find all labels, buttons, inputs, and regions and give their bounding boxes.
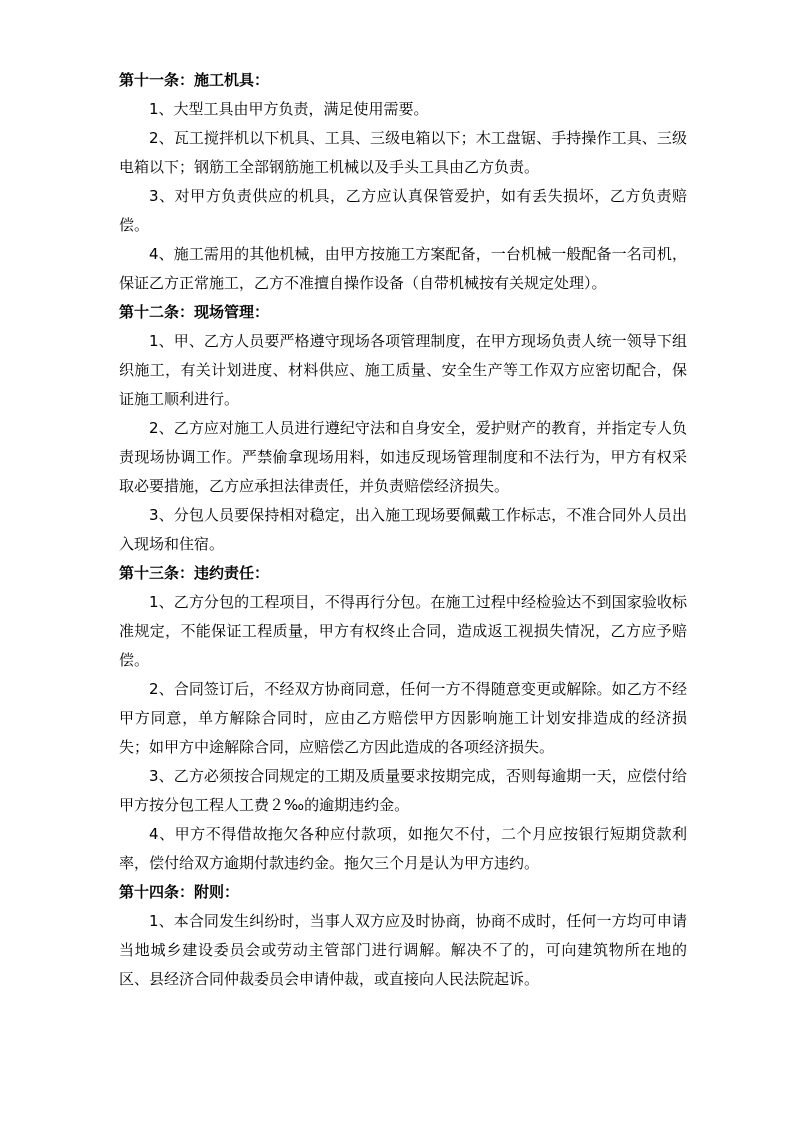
- section-heading: 第十二条：现场管理：: [119, 303, 270, 321]
- paragraph: 3、乙方必须按合同规定的工期及质量要求按期完成，否则每逾期一天，应偿付给甲方按分包工程人工费２‰的逾期违约金。: [119, 767, 687, 814]
- paragraph: 1、乙方分包的工程项目，不得再行分包。在施工过程中经检验达不到国家验收标准规定，不能保证工程质量，甲方有权终止合同，造成返工视损失情况，乙方应予赔偿。: [119, 593, 687, 669]
- paragraph: 1、大型工具由甲方负责，满足使用需要。: [149, 100, 429, 118]
- section-heading: 第十四条：附则：: [119, 883, 240, 901]
- paragraph: 2、合同签订后，不经双方协商同意，任何一方不得随意变更或解除。如乙方不经甲方同意，单方解除合同时，应由乙方赔偿甲方因影响施工计划安排造成的经济损失；如甲方中途解除合同，应赔偿乙方因此造成的各项经济损失。: [119, 680, 687, 756]
- section-article-12: [119, 298, 687, 559]
- paragraph: 2、乙方应对施工人员进行遵纪守法和自身安全，爱护财产的教育，并指定专人负责现场协调工作。严禁偷拿现场用料，如违反现场管理制度和不法行为，甲方有权采取必要措施，乙方应承担法律责任，并负责赔偿经济损失。: [119, 419, 687, 495]
- paragraph: 3、对甲方负责供应的机具，乙方应认真保管爱护，如有丢失损坏，乙方负责赔偿。: [119, 187, 687, 234]
- section-heading: 第十三条：违约责任：: [119, 564, 270, 582]
- paragraph: 3、分包人员要保持相对稳定，出入施工现场要佩戴工作标志，不准合同外人员出入现场和住宿。: [119, 506, 687, 553]
- paragraph: 1、甲、乙方人员要严格遵守现场各项管理制度，在甲方现场负责人统一领导下组织施工，有关计划进度、材料供应、施工质量、安全生产等工作双方应密切配合，保证施工顺利进行。: [119, 332, 687, 408]
- section-article-14: [119, 878, 687, 994]
- paragraph: 2、瓦工搅拌机以下机具、工具、三级电箱以下；木工盘锯、手持操作工具、三级电箱以下；钢筋工全部钢筋施工机械以及手头工具由乙方负责。: [119, 129, 687, 176]
- paragraph: 1、本合同发生纠纷时，当事人双方应及时协商，协商不成时，任何一方均可申请当地城乡建设委员会或劳动主管部门进行调解。解决不了的，可向建筑物所在地的区、县经济合同仲裁委员会申请仲裁，或直接向人民法院起诉。: [119, 912, 687, 988]
- section-heading: 第十一条：施工机具：: [119, 71, 270, 89]
- paragraph: 4、甲方不得借故拖欠各种应付款项，如拖欠不付，二个月应按银行短期贷款利率，偿付给双方逾期付款违约金。拖欠三个月是认为甲方违约。: [119, 825, 687, 872]
- document-page: [119, 66, 687, 994]
- paragraph: 4、施工需用的其他机械，由甲方按施工方案配备，一台机械一般配备一名司机，保证乙方正常施工，乙方不准擅自操作设备（自带机械按有关规定处理）。: [119, 245, 687, 292]
- section-article-13: [119, 559, 687, 878]
- section-article-11: [119, 66, 687, 298]
